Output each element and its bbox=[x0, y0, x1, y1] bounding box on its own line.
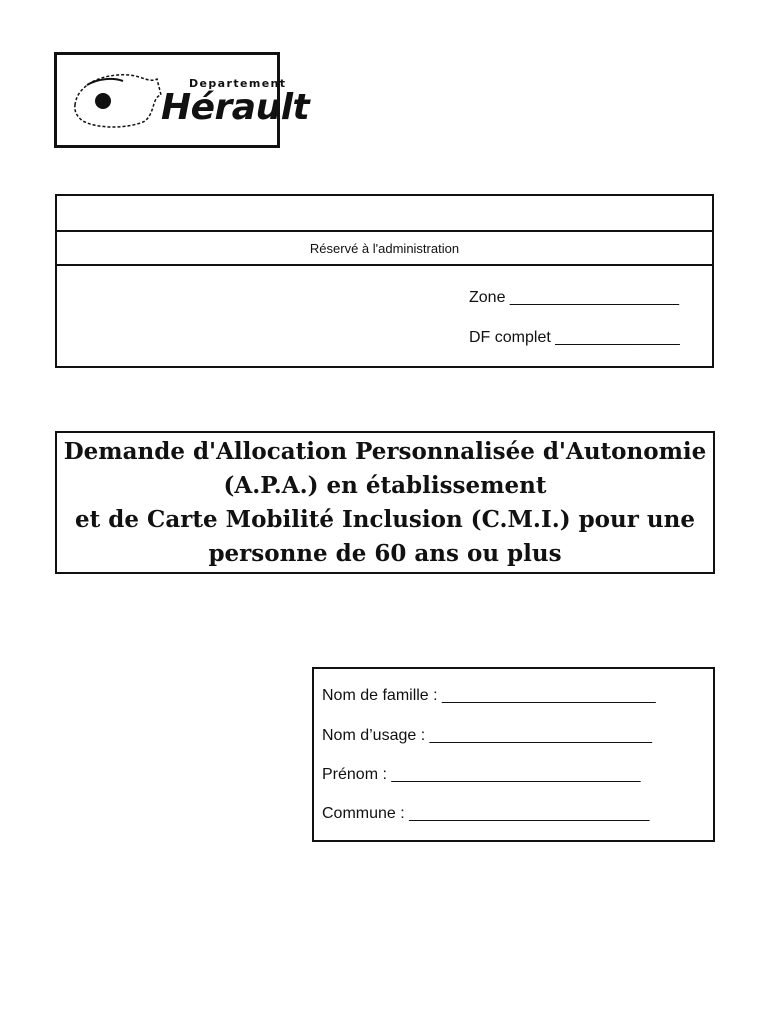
nom-usage-field: Nom d’usage : _________________________ bbox=[322, 727, 653, 744]
title-line-2: (A.P.A.) en établissement bbox=[223, 471, 547, 499]
df-complet-field: DF complet ______________ bbox=[469, 329, 680, 346]
prenom-field: Prénom : ____________________________ bbox=[322, 766, 641, 783]
admin-reserved-label: Réservé à l'administration bbox=[57, 232, 712, 266]
zone-field: Zone ___________________ bbox=[469, 289, 679, 306]
identity-box bbox=[312, 667, 715, 842]
document-title-box bbox=[55, 431, 715, 574]
nom-famille-field: Nom de famille : ________________________ bbox=[322, 687, 656, 704]
title-line-1: Demande d'Allocation Personnalisée d'Autonomie bbox=[63, 437, 707, 465]
logo-line-2: Hérault bbox=[161, 87, 310, 128]
title-line-4: personne de 60 ans ou plus bbox=[208, 539, 562, 567]
department-logo bbox=[54, 52, 310, 148]
commune-field: Commune : ___________________________ bbox=[322, 805, 650, 822]
admin-reserved-box bbox=[55, 194, 714, 368]
admin-top-row bbox=[57, 196, 712, 232]
title-line-3: et de Carte Mobilité Inclusion (C.M.I.) pour une bbox=[75, 505, 695, 533]
logo-line-1: Departement bbox=[189, 77, 287, 90]
